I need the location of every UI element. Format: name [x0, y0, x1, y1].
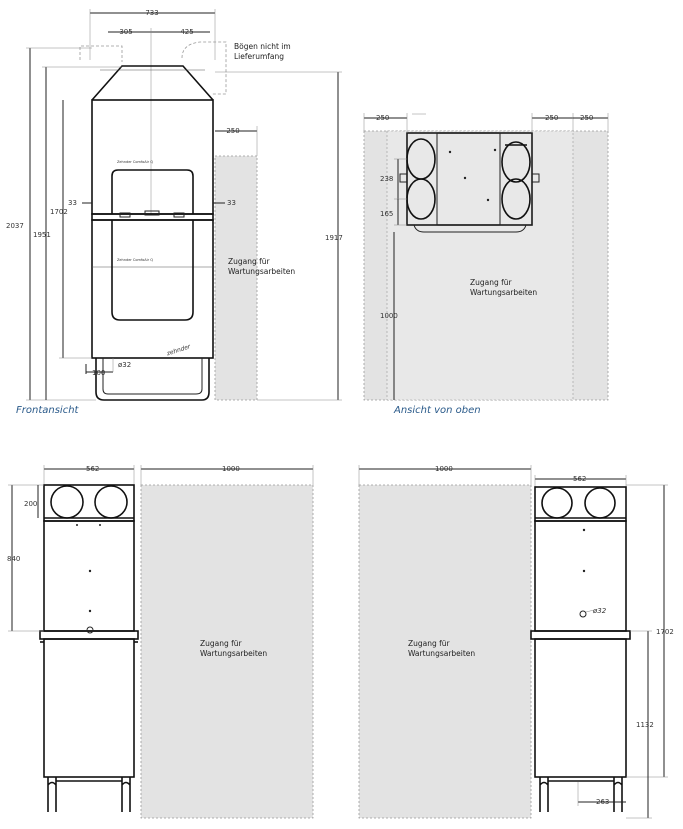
dim-165: 165: [380, 210, 394, 218]
dim-733: 733: [145, 9, 159, 17]
dim-238: 238: [380, 175, 394, 183]
front-lower-housing: [92, 220, 213, 358]
dim-250-top-left: 250: [376, 114, 390, 122]
side-view-left: [7, 465, 313, 818]
dim-425: 425: [180, 28, 194, 36]
dim-305: 305: [119, 28, 133, 36]
dim-250-front: 250: [226, 127, 240, 135]
dim-1000-right: 1000: [435, 465, 453, 473]
dim-562-right: 562: [573, 475, 587, 483]
dim-1000-top: 1000: [380, 312, 398, 320]
side-left-service-line2: Wartungsarbeiten: [200, 649, 268, 658]
top-service-line2: Wartungsarbeiten: [470, 288, 538, 297]
brand-logo: zehnder: [165, 343, 192, 358]
side-right-service-line1: Zugang für: [408, 639, 450, 648]
dim-250-top-right-b: 250: [580, 114, 594, 122]
dim-2037: 2037: [6, 222, 24, 230]
dim-1951: 1951: [33, 231, 51, 239]
dim-drain-right: ø32: [593, 607, 607, 615]
dim-562-left: 562: [86, 465, 100, 473]
svg-text:Zehnder ComfoAir Q: Zehnder ComfoAir Q: [117, 258, 153, 262]
dim-840: 840: [7, 555, 21, 563]
front-service-line2: Wartungsarbeiten: [228, 267, 296, 276]
side-view-right: [359, 465, 674, 818]
bends-note-line2: Lieferumfang: [234, 52, 285, 61]
top-caption: Ansicht von oben: [394, 405, 481, 416]
side-right-service-line2: Wartungsarbeiten: [408, 649, 476, 658]
dim-200: 200: [24, 500, 38, 508]
top-service-line1: Zugang für: [470, 278, 512, 287]
front-upper-housing: [92, 100, 213, 214]
dim-100: 100: [92, 369, 106, 377]
front-service-line1: Zugang für: [228, 257, 270, 266]
side-left-lower: [44, 639, 134, 777]
front-view: [6, 9, 343, 416]
dim-250-top-right-a: 250: [545, 114, 559, 122]
side-right-lower: [535, 639, 626, 777]
dim-1917: 1917: [325, 234, 343, 242]
front-service-zone: [215, 156, 257, 400]
dim-drain-front: ø32: [118, 361, 132, 369]
dim-263: 263: [596, 798, 610, 806]
front-caption: Frontansicht: [16, 405, 79, 416]
dim-33-right: 33: [227, 199, 236, 207]
side-left-service-line1: Zugang für: [200, 639, 242, 648]
dim-1702: 1702: [50, 208, 68, 216]
dim-1000-left: 1000: [222, 465, 240, 473]
top-view: [364, 113, 608, 416]
dim-33-left: 33: [68, 199, 77, 207]
bends-note-line1: Bögen nicht im: [234, 42, 291, 51]
dim-1702-right: 1702: [656, 628, 674, 636]
side-left-upper: [44, 521, 134, 631]
bend-left: [80, 46, 122, 62]
svg-text:Zehnder ComfoAir Q: Zehnder ComfoAir Q: [117, 160, 153, 164]
dim-1132: 1132: [636, 721, 654, 729]
bend-right: [182, 42, 226, 94]
